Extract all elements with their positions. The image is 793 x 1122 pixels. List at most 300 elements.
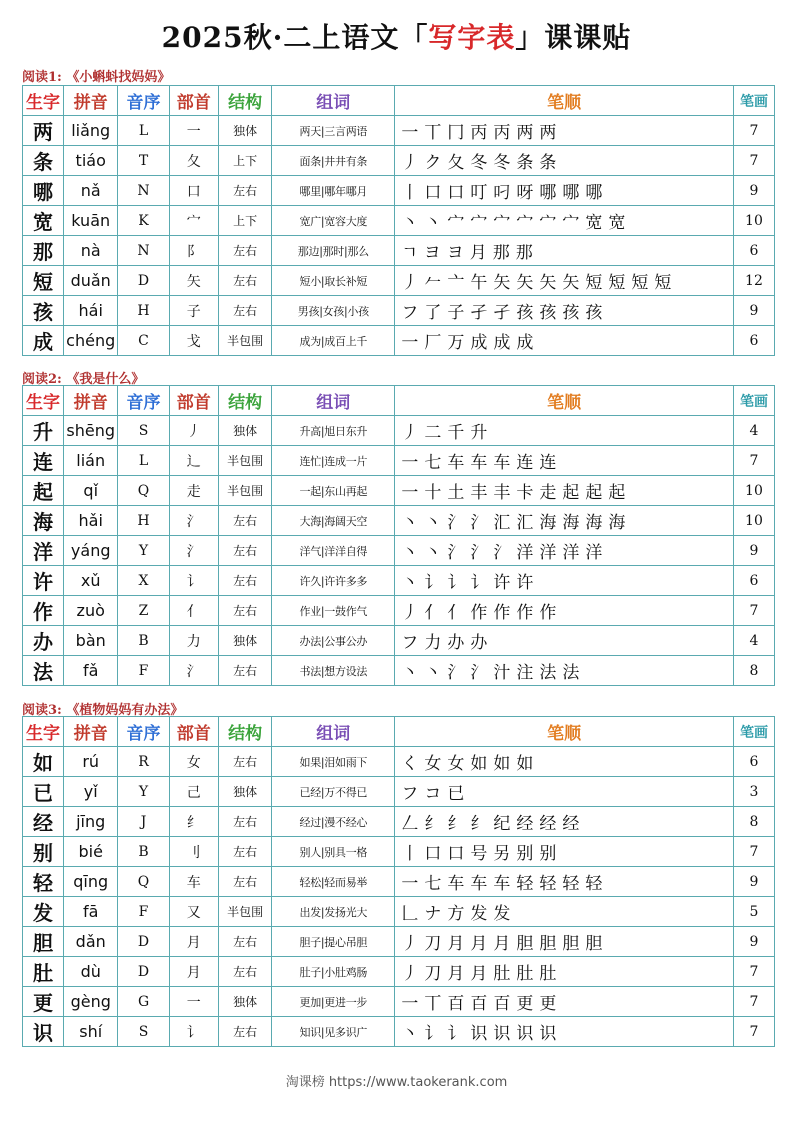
- table-row: [23, 326, 775, 356]
- cell-stroke-order: [395, 927, 734, 957]
- stroke-step: ヨ: [446, 243, 464, 263]
- stroke-step: 月: [447, 964, 465, 984]
- cell-stroke-order: [395, 296, 734, 326]
- stroke-step: 宀: [447, 213, 465, 233]
- cell-words: 短小|取长补短: [272, 266, 395, 296]
- stroke-step: 宽: [585, 213, 603, 233]
- cell-pinyin: tiáo: [64, 146, 118, 176]
- cell-initial: J: [118, 807, 169, 837]
- cell-structure: 上下: [218, 146, 271, 176]
- stroke-step: 口: [447, 844, 465, 864]
- stroke-step: 更: [516, 994, 534, 1014]
- stroke-step: 讠: [470, 573, 488, 593]
- cell-words: 升高|旭日东升: [272, 416, 395, 446]
- cell-words: 两天|三言两语: [272, 116, 395, 146]
- stroke-step: 条: [516, 153, 534, 173]
- stroke-step: 冬: [493, 153, 511, 173]
- stroke-step: 哪: [562, 183, 580, 203]
- cell-words: 作业|一鼓作气: [272, 596, 395, 626]
- cell-character: 如: [23, 747, 64, 777]
- header-zc: 组词: [272, 717, 395, 747]
- stroke-step: 氵: [447, 543, 465, 563]
- stroke-step: ヨ: [423, 243, 441, 263]
- cell-pinyin: shēng: [64, 416, 118, 446]
- stroke-step: 更: [539, 994, 557, 1014]
- stroke-step: 亻: [424, 603, 442, 623]
- stroke-step: 厂: [424, 333, 442, 353]
- cell-radical: 宀: [169, 206, 218, 236]
- stroke-step: 丅: [424, 123, 442, 143]
- stroke-step: 哪: [585, 183, 603, 203]
- cell-radical: 子: [169, 296, 218, 326]
- table-row: [23, 476, 775, 506]
- cell-structure: 左右: [218, 236, 271, 266]
- cell-words: 男孩|女孩|小孩: [272, 296, 395, 326]
- cell-words: 许久|许许多多: [272, 566, 395, 596]
- cell-stroke-order: [395, 416, 734, 446]
- stroke-step: 洋: [516, 543, 534, 563]
- cell-character: 短: [23, 266, 64, 296]
- table-row: [23, 626, 775, 656]
- cell-stroke-order: [395, 176, 734, 206]
- stroke-step: 万: [447, 333, 465, 353]
- character-table: [22, 716, 775, 1047]
- stroke-step: 轻: [562, 874, 580, 894]
- cell-structure: 半包围: [218, 446, 271, 476]
- stroke-step: 宽: [608, 213, 626, 233]
- header-py: 拼音: [64, 386, 118, 416]
- cell-words: 宽广|宽容大度: [272, 206, 395, 236]
- stroke-step: 成: [470, 333, 488, 353]
- cell-words: 经过|漫不经心: [272, 807, 395, 837]
- stroke-step: 七: [424, 874, 442, 894]
- title-suffix: 」课课贴: [515, 21, 632, 54]
- stroke-step: 丰: [470, 483, 488, 503]
- cell-pinyin: fā: [64, 897, 118, 927]
- table-row: [23, 897, 775, 927]
- cell-words: 如果|泪如雨下: [272, 747, 395, 777]
- cell-stroke-count: 9: [733, 536, 774, 566]
- cell-pinyin: fǎ: [64, 656, 118, 686]
- stroke-step: 一: [401, 874, 419, 894]
- stroke-step: 一: [401, 333, 419, 353]
- stroke-step: 月: [493, 934, 511, 954]
- stroke-step: 识: [493, 1024, 511, 1044]
- cell-initial: C: [118, 326, 169, 356]
- cell-pinyin: kuān: [64, 206, 118, 236]
- stroke-step: 叼: [493, 183, 511, 203]
- stroke-step: 丶: [424, 543, 442, 563]
- cell-radical: 讠: [169, 1017, 218, 1047]
- cell-radical: 氵: [169, 506, 218, 536]
- cell-words: 更加|更进一步: [272, 987, 395, 1017]
- cell-structure: 左右: [218, 506, 271, 536]
- stroke-step: 汇: [493, 513, 511, 533]
- table-row: [23, 777, 775, 807]
- cell-stroke-count: 3: [733, 777, 774, 807]
- stroke-step: 孑: [493, 303, 511, 323]
- stroke-step: 作: [539, 603, 557, 623]
- table-row: [23, 1017, 775, 1047]
- cell-radical: 矢: [169, 266, 218, 296]
- stroke-step: 办: [447, 633, 465, 653]
- cell-stroke-count: 6: [733, 236, 774, 266]
- cell-stroke-count: 6: [733, 566, 774, 596]
- table-header-row: [23, 86, 775, 116]
- cell-stroke-order: [395, 957, 734, 987]
- stroke-step: 矢: [493, 273, 511, 293]
- stroke-step: 丅: [424, 994, 442, 1014]
- cell-structure: 上下: [218, 206, 271, 236]
- stroke-step: 丿: [401, 603, 419, 623]
- table-row: [23, 416, 775, 446]
- cell-initial: K: [118, 206, 169, 236]
- stroke-step: 那: [492, 243, 510, 263]
- stroke-step: 氵: [470, 513, 488, 533]
- stroke-step: 丿: [401, 153, 419, 173]
- stroke-step: 氵: [470, 543, 488, 563]
- stroke-step: 胆: [585, 934, 603, 954]
- stroke-step: 丶: [401, 213, 419, 233]
- stroke-step: 丙: [493, 123, 511, 143]
- stroke-step: 讠: [424, 573, 442, 593]
- cell-structure: 左右: [218, 176, 271, 206]
- stroke-step: ナ: [424, 904, 442, 924]
- cell-initial: S: [118, 1017, 169, 1047]
- stroke-step: 发: [470, 904, 488, 924]
- cell-radical: 亻: [169, 596, 218, 626]
- stroke-step: 纪: [493, 814, 511, 834]
- stroke-step: 走: [539, 483, 557, 503]
- cell-pinyin: nǎ: [64, 176, 118, 206]
- cell-stroke-count: 6: [733, 747, 774, 777]
- table-row: [23, 566, 775, 596]
- cell-structure: 左右: [218, 566, 271, 596]
- header-zc: 组词: [272, 86, 395, 116]
- cell-pinyin: gèng: [64, 987, 118, 1017]
- stroke-step: 丰: [493, 483, 511, 503]
- cell-character: 条: [23, 146, 64, 176]
- stroke-step: 丶: [424, 513, 442, 533]
- cell-radical: 纟: [169, 807, 218, 837]
- cell-character: 办: [23, 626, 64, 656]
- cell-radical: 刂: [169, 837, 218, 867]
- cell-initial: Y: [118, 536, 169, 566]
- cell-initial: H: [118, 506, 169, 536]
- stroke-step: 肚: [539, 964, 557, 984]
- cell-stroke-order: [395, 266, 734, 296]
- title-prefix: 2025秋·二上语文「: [161, 21, 429, 54]
- character-table: [22, 385, 775, 686]
- header-py: 拼音: [64, 717, 118, 747]
- cell-pinyin: zuò: [64, 596, 118, 626]
- stroke-step: 车: [447, 874, 465, 894]
- cell-pinyin: yǐ: [64, 777, 118, 807]
- cell-stroke-order: [395, 146, 734, 176]
- cell-structure: 左右: [218, 837, 271, 867]
- stroke-step: 起: [562, 483, 580, 503]
- cell-stroke-count: 7: [733, 1017, 774, 1047]
- cell-radical: 一: [169, 116, 218, 146]
- stroke-step: 月: [470, 934, 488, 954]
- stroke-step: 氵: [470, 663, 488, 683]
- cell-words: 轻松|轻而易举: [272, 867, 395, 897]
- cell-pinyin: liǎng: [64, 116, 118, 146]
- stroke-step: 海: [562, 513, 580, 533]
- table-row: [23, 957, 775, 987]
- stroke-step: 力: [424, 633, 442, 653]
- header-sz: 生字: [23, 386, 64, 416]
- cell-words: 哪里|哪年哪月: [272, 176, 395, 206]
- cell-stroke-count: 12: [733, 266, 774, 296]
- stroke-step: 纟: [424, 814, 442, 834]
- cell-structure: 独体: [218, 116, 271, 146]
- header-bsn: 笔顺: [395, 717, 734, 747]
- cell-words: 面条|井井有条: [272, 146, 395, 176]
- cell-structure: 左右: [218, 747, 271, 777]
- cell-stroke-count: 4: [733, 416, 774, 446]
- cell-character: 宽: [23, 206, 64, 236]
- stroke-step: 作: [470, 603, 488, 623]
- stroke-step: 丨: [401, 844, 419, 864]
- stroke-step: 丶: [401, 513, 419, 533]
- stroke-step: 别: [516, 844, 534, 864]
- cell-stroke-count: 5: [733, 897, 774, 927]
- cell-structure: 左右: [218, 867, 271, 897]
- header-bsn: 笔顺: [395, 86, 734, 116]
- stroke-step: フ: [401, 303, 419, 323]
- table-header-row: [23, 717, 775, 747]
- stroke-step: 宀: [516, 213, 534, 233]
- cell-character: 起: [23, 476, 64, 506]
- stroke-step: 呀: [516, 183, 534, 203]
- table-row: [23, 837, 775, 867]
- stroke-step: 连: [539, 453, 557, 473]
- cell-stroke-count: 7: [733, 957, 774, 987]
- cell-stroke-order: [395, 596, 734, 626]
- cell-pinyin: yáng: [64, 536, 118, 566]
- cell-words: 那边|那时|那么: [272, 236, 395, 266]
- cell-character: 肚: [23, 957, 64, 987]
- table-row: [23, 927, 775, 957]
- stroke-step: 作: [493, 603, 511, 623]
- cell-stroke-order: [395, 626, 734, 656]
- header-py: 拼音: [64, 86, 118, 116]
- stroke-step: 已: [447, 784, 465, 804]
- cell-character: 更: [23, 987, 64, 1017]
- table-row: [23, 236, 775, 266]
- header-yx: 音序: [118, 86, 169, 116]
- stroke-step: 千: [447, 423, 465, 443]
- cell-stroke-order: [395, 326, 734, 356]
- stroke-step: 注: [516, 663, 534, 683]
- stroke-step: 洋: [539, 543, 557, 563]
- table-row: [23, 987, 775, 1017]
- stroke-step: 口: [424, 183, 442, 203]
- cell-radical: 丿: [169, 416, 218, 446]
- cell-character: 连: [23, 446, 64, 476]
- cell-radical: 讠: [169, 566, 218, 596]
- cell-stroke-count: 8: [733, 656, 774, 686]
- header-jg: 结构: [218, 717, 271, 747]
- cell-stroke-count: 10: [733, 206, 774, 236]
- cell-stroke-count: 9: [733, 176, 774, 206]
- cell-structure: 独体: [218, 416, 271, 446]
- cell-radical: 阝: [169, 236, 218, 266]
- cell-stroke-count: 7: [733, 446, 774, 476]
- stroke-step: 成: [516, 333, 534, 353]
- cell-radical: 己: [169, 777, 218, 807]
- page-title: [0, 16, 793, 56]
- stroke-step: 一: [401, 994, 419, 1014]
- cell-words: 已经|万不得已: [272, 777, 395, 807]
- header-bs: 部首: [169, 386, 218, 416]
- stroke-step: 亻: [447, 603, 465, 623]
- table-row: [23, 867, 775, 897]
- stroke-step: 洋: [585, 543, 603, 563]
- cell-character: 识: [23, 1017, 64, 1047]
- stroke-step: 短: [608, 273, 626, 293]
- cell-radical: 一: [169, 987, 218, 1017]
- cell-stroke-count: 7: [733, 987, 774, 1017]
- table-row: [23, 206, 775, 236]
- cell-pinyin: dù: [64, 957, 118, 987]
- stroke-step: 矢: [516, 273, 534, 293]
- cell-initial: B: [118, 837, 169, 867]
- stroke-step: 矢: [562, 273, 580, 293]
- cell-stroke-order: [395, 747, 734, 777]
- stroke-step: 汁: [493, 663, 511, 683]
- stroke-step: 百: [470, 994, 488, 1014]
- stroke-step: 别: [539, 844, 557, 864]
- stroke-step: 子: [447, 303, 465, 323]
- header-sz: 生字: [23, 86, 64, 116]
- stroke-step: 刀: [424, 964, 442, 984]
- cell-stroke-count: 8: [733, 807, 774, 837]
- stroke-step: 亠: [447, 273, 465, 293]
- cell-structure: 左右: [218, 957, 271, 987]
- stroke-step: 短: [631, 273, 649, 293]
- cell-initial: H: [118, 296, 169, 326]
- stroke-step: 车: [493, 874, 511, 894]
- cell-structure: 左右: [218, 1017, 271, 1047]
- cell-radical: 夂: [169, 146, 218, 176]
- cell-initial: X: [118, 566, 169, 596]
- cell-character: 哪: [23, 176, 64, 206]
- cell-character: 轻: [23, 867, 64, 897]
- cell-words: 成为|成百上千: [272, 326, 395, 356]
- cell-structure: 左右: [218, 536, 271, 566]
- section-label: 阅读1: 《小蝌蚪找妈妈》: [22, 70, 171, 85]
- stroke-step: 车: [470, 453, 488, 473]
- cell-stroke-order: [395, 476, 734, 506]
- stroke-step: 条: [539, 153, 557, 173]
- stroke-step: ク: [424, 153, 442, 173]
- cell-character: 别: [23, 837, 64, 867]
- cell-words: 大海|海阔天空: [272, 506, 395, 536]
- header-jg: 结构: [218, 386, 271, 416]
- table-row: [23, 116, 775, 146]
- stroke-step: ㄱ: [401, 243, 418, 263]
- cell-initial: F: [118, 656, 169, 686]
- stroke-step: 哪: [539, 183, 557, 203]
- stroke-step: 海: [539, 513, 557, 533]
- stroke-step: 肚: [516, 964, 534, 984]
- stroke-step: 丿: [401, 934, 419, 954]
- stroke-step: 二: [424, 423, 442, 443]
- cell-structure: 左右: [218, 596, 271, 626]
- cell-character: 海: [23, 506, 64, 536]
- cell-pinyin: qīng: [64, 867, 118, 897]
- cell-structure: 半包围: [218, 476, 271, 506]
- stroke-step: 宀: [562, 213, 580, 233]
- stroke-step: 识: [539, 1024, 557, 1044]
- stroke-step: 如: [493, 754, 511, 774]
- cell-pinyin: lián: [64, 446, 118, 476]
- stroke-step: 车: [447, 453, 465, 473]
- cell-pinyin: hái: [64, 296, 118, 326]
- stroke-step: 另: [493, 844, 511, 864]
- stroke-step: 丿: [401, 423, 419, 443]
- header-sz: 生字: [23, 717, 64, 747]
- stroke-step: 胆: [562, 934, 580, 954]
- table-row: [23, 176, 775, 206]
- cell-stroke-order: [395, 807, 734, 837]
- stroke-step: 起: [608, 483, 626, 503]
- cell-character: 升: [23, 416, 64, 446]
- stroke-step: 宀: [470, 213, 488, 233]
- cell-radical: 力: [169, 626, 218, 656]
- cell-character: 作: [23, 596, 64, 626]
- cell-character: 胆: [23, 927, 64, 957]
- stroke-step: 卡: [516, 483, 534, 503]
- cell-initial: D: [118, 927, 169, 957]
- header-bh: 笔画: [733, 86, 774, 116]
- header-bh: 笔画: [733, 386, 774, 416]
- stroke-step: 宀: [493, 213, 511, 233]
- cell-words: 连忙|连成一片: [272, 446, 395, 476]
- table-row: [23, 807, 775, 837]
- cell-stroke-order: [395, 1017, 734, 1047]
- cell-pinyin: shí: [64, 1017, 118, 1047]
- stroke-step: 讠: [447, 573, 465, 593]
- cell-initial: Q: [118, 476, 169, 506]
- header-jg: 结构: [218, 86, 271, 116]
- stroke-step: 法: [539, 663, 557, 683]
- cell-initial: Q: [118, 867, 169, 897]
- cell-stroke-order: [395, 116, 734, 146]
- cell-initial: T: [118, 146, 169, 176]
- stroke-step: 成: [493, 333, 511, 353]
- stroke-step: フ: [401, 784, 419, 804]
- stroke-step: 讠: [424, 1024, 442, 1044]
- stroke-step: 那: [515, 243, 533, 263]
- stroke-step: 发: [493, 904, 511, 924]
- cell-character: 经: [23, 807, 64, 837]
- stroke-step: 丶: [401, 543, 419, 563]
- cell-stroke-order: [395, 837, 734, 867]
- stroke-step: 孩: [516, 303, 534, 323]
- cell-initial: D: [118, 957, 169, 987]
- stroke-step: 一: [401, 453, 419, 473]
- stroke-step: 讠: [447, 1024, 465, 1044]
- stroke-step: 肚: [493, 964, 511, 984]
- cell-character: 孩: [23, 296, 64, 326]
- title-highlight: 写字表: [428, 21, 516, 54]
- cell-initial: N: [118, 176, 169, 206]
- cell-pinyin: jīng: [64, 807, 118, 837]
- stroke-step: 轻: [516, 874, 534, 894]
